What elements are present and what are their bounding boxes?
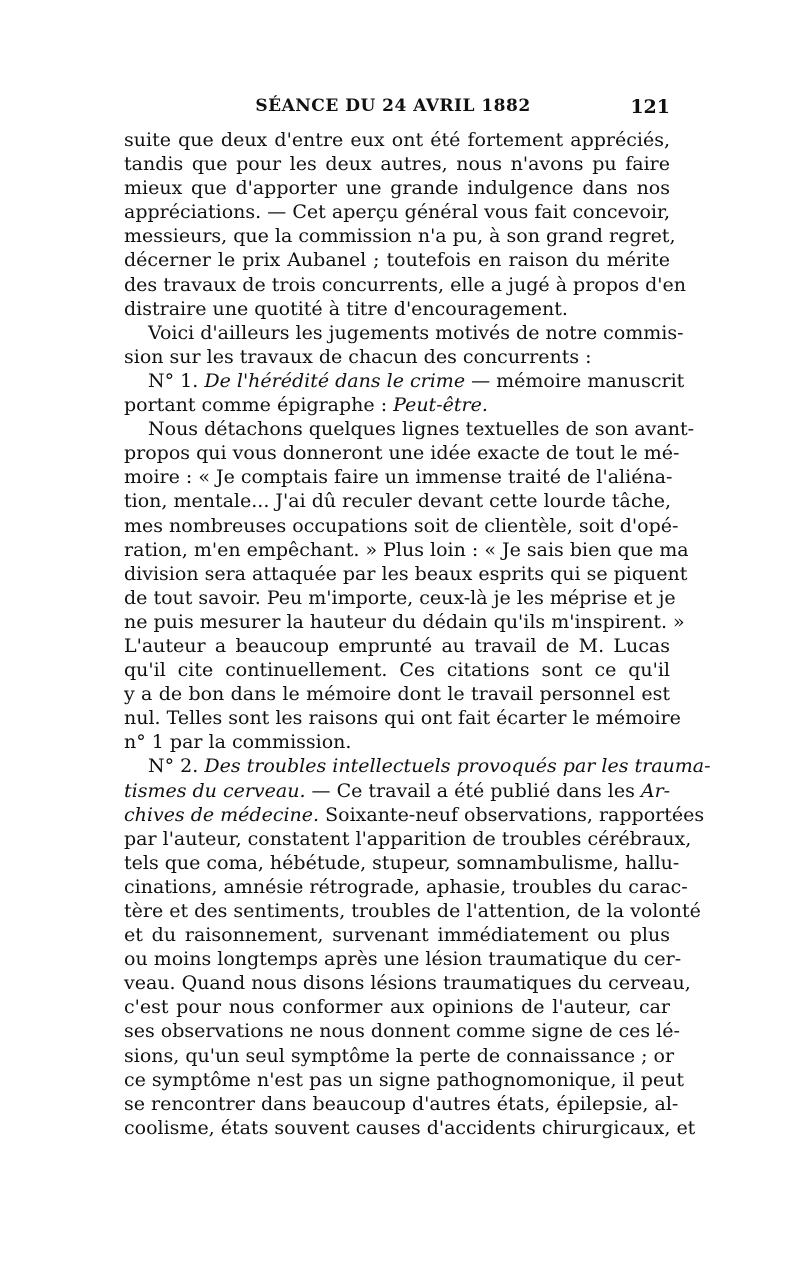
text-line: tandis que pour les deux autres, nous n'avons pu faire <box>124 153 670 176</box>
page-header <box>118 96 668 122</box>
text-line <box>124 803 705 827</box>
text-line: y a de bon dans le mémoire dont le travail personnel est <box>124 683 670 706</box>
running-head: SÉANCE DU 24 AVRIL 1882 <box>255 96 531 116</box>
text-line: distraire une quotité à titre d'encouragement. <box>124 297 568 320</box>
text-line: propos qui vous donneront une idée exacte de tout le mé- <box>124 442 680 465</box>
text-line <box>124 754 711 778</box>
text-line: décerner le prix Aubanel ; toutefois en raison du mérite <box>124 249 670 272</box>
text-line: qu'il cite continuellement. Ces citations sont ce qu'il <box>124 659 670 682</box>
body-text <box>124 128 711 1140</box>
text-line: sion sur les travaux de chacun des concurrents : <box>124 345 592 368</box>
text-line: par l'auteur, constatent l'apparition de troubles cérébraux, <box>124 827 692 850</box>
text-fragment: portant comme épigraphe : <box>124 394 394 417</box>
text-line <box>124 779 670 803</box>
text-line: moire : « Je comptais faire un immense traité de l'aliéna- <box>124 466 673 489</box>
page-number: 121 <box>630 96 670 118</box>
text-line: ration, m'en empêchant. » Plus loin : « Je sais bien que ma <box>124 538 689 561</box>
journal-title-end: chives de médecine. <box>124 803 320 826</box>
entry-title: Des troubles intellectuels provoqués par les trauma- <box>204 755 711 778</box>
text-line: mes nombreuses occupations soit de clientèle, soit d'opé- <box>124 514 679 537</box>
text-fragment: — mémoire manuscrit <box>465 369 685 392</box>
text-line: tels que coma, hébétude, stupeur, somnambulisme, hallu- <box>124 851 680 874</box>
entry-number: N° 2. <box>148 755 205 778</box>
text-line: messieurs, que la commission n'a pu, à son grand regret, <box>124 225 676 248</box>
text-line: c'est pour nous conformer aux opinions de l'auteur, car <box>124 996 670 1019</box>
text-line: mieux que d'apporter une grande indulgence dans nos <box>124 177 670 200</box>
text-line <box>124 393 670 417</box>
text-fragment: Soixante-neuf observations, rapportées <box>319 803 705 826</box>
text-line: de tout savoir. Peu m'importe, ceux-là je les méprise et je <box>124 586 676 609</box>
text-line: cinations, amnésie rétrograde, aphasie, troubles du carac- <box>124 875 688 898</box>
text-line: L'auteur a beaucoup emprunté au travail de M. Lucas <box>124 634 670 657</box>
text-line: Voici d'ailleurs les jugements motivés de notre commis- <box>148 321 684 344</box>
text-line: sions, qu'un seul symptôme la perte de connaissance ; or <box>124 1044 675 1067</box>
text-line: se rencontrer dans beaucoup d'autres états, épilepsie, al- <box>124 1092 679 1115</box>
text-line: ou moins longtemps après une lésion traumatique du cer- <box>124 948 682 971</box>
entry-title: tismes du cerveau. <box>124 779 306 802</box>
text-line: tion, mentale... J'ai dû reculer devant cette lourde tâche, <box>124 490 672 513</box>
text-line: ses observations ne nous donnent comme signe de ces lé- <box>124 1020 680 1043</box>
text-fragment: — Ce travail a été publié dans les <box>305 779 641 802</box>
entry-number: N° 1. <box>148 369 205 392</box>
text-line: n° 1 par la commission. <box>124 731 352 754</box>
text-line: ce symptôme n'est pas un signe pathognomonique, il peut <box>124 1068 684 1091</box>
epigraph: Peut-être. <box>393 394 488 417</box>
text-line: et du raisonnement, survenant immédiatement ou plus <box>124 924 670 947</box>
entry-title: De l'hérédité dans le crime <box>204 369 466 392</box>
text-line <box>124 369 685 393</box>
text-line: appréciations. — Cet aperçu général vous fait concevoir, <box>124 201 670 224</box>
text-line: ne puis mesurer la hauteur du dédain qu'ils m'inspirent. » <box>124 610 685 633</box>
text-line: coolisme, états souvent causes d'accidents chirurgicaux, et <box>124 1116 696 1139</box>
text-line: suite que deux d'entre eux ont été fortement appréciés, <box>124 129 670 151</box>
text-line: nul. Telles sont les raisons qui ont fait écarter le mémoire <box>124 707 681 730</box>
text-line: tère et des sentiments, troubles de l'attention, de la volonté <box>124 900 701 922</box>
text-line: division sera attaquée par les beaux esprits qui se piquent <box>124 562 688 585</box>
text-line: Nous détachons quelques lignes textuelles de son avant- <box>148 418 695 441</box>
journal-title-start: Ar- <box>640 779 671 802</box>
text-line: des travaux de trois concurrents, elle a jugé à propos d'en <box>124 273 687 296</box>
text-line: veau. Quand nous disons lésions traumatiques du cerveau, <box>124 972 691 995</box>
